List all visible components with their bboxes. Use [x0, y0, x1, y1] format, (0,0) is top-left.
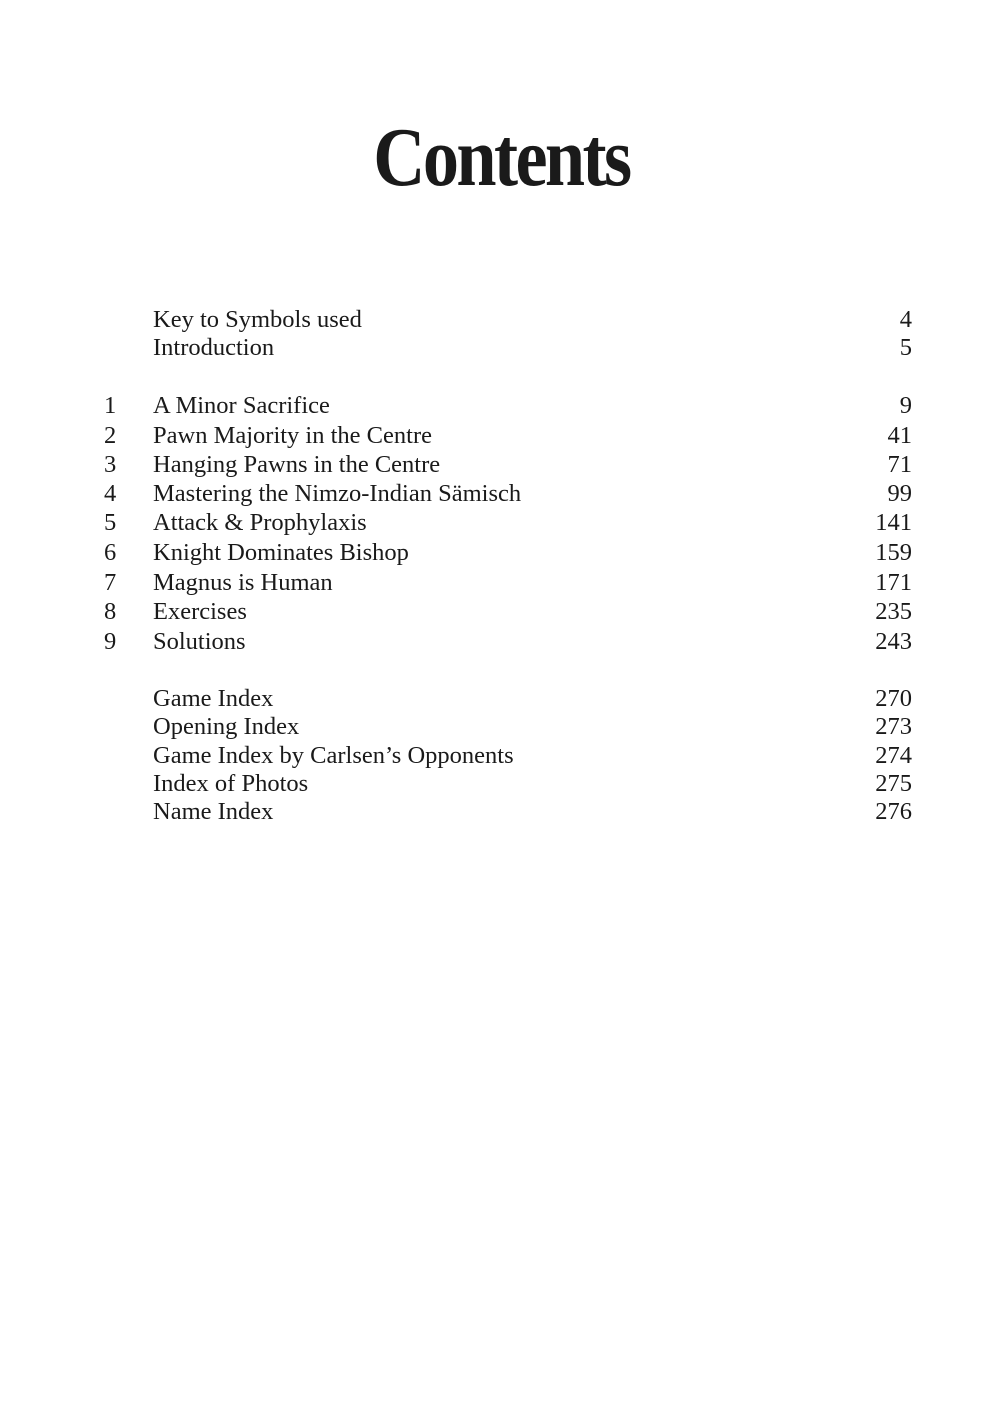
toc-entry-page: 5 [899, 334, 912, 361]
toc-entry-key-to-symbols[interactable] [0, 305, 1000, 335]
toc-entry-chapter-6[interactable] [0, 538, 1000, 568]
chapter-number: 7 [104, 569, 117, 596]
toc-entry-label: Magnus is Human [153, 569, 333, 596]
chapter-number: 9 [104, 628, 117, 655]
toc-entry-label: Index of Photos [153, 770, 309, 797]
chapter-number: 4 [104, 480, 117, 507]
toc-entry-label: Attack & Prophylaxis [153, 509, 367, 536]
toc-entry-label: Exercises [153, 598, 247, 625]
toc-entry-page: 4 [899, 306, 912, 333]
toc-entry-page: 41 [887, 422, 912, 449]
toc-entry-page: 276 [875, 798, 912, 825]
toc-entry-page: 274 [875, 742, 912, 769]
chapter-number: 1 [104, 392, 117, 419]
toc-entry-chapter-7[interactable] [0, 568, 1000, 598]
toc-entry-label: Key to Symbols used [153, 306, 362, 333]
toc-entry-page: 159 [875, 539, 912, 566]
chapter-number: 3 [104, 451, 117, 478]
page-title: Contents [373, 111, 630, 204]
toc-entry-page: 9 [899, 392, 912, 419]
chapter-number: 5 [104, 509, 117, 536]
toc-entry-chapter-4[interactable] [0, 479, 1000, 509]
toc-entry-chapter-8[interactable] [0, 597, 1000, 627]
chapter-number: 8 [104, 598, 117, 625]
chapter-number: 2 [104, 422, 117, 449]
toc-entry-label: Opening Index [153, 713, 300, 740]
toc-entry-page: 71 [887, 451, 912, 478]
toc-entry-label: Name Index [153, 798, 274, 825]
toc-entry-page: 141 [875, 509, 912, 536]
toc-entry-label: Introduction [153, 334, 275, 361]
toc-entry-name-index[interactable] [0, 797, 1000, 827]
toc-entry-introduction[interactable] [0, 333, 1000, 363]
toc-entry-chapter-3[interactable] [0, 450, 1000, 480]
toc-entry-label: Solutions [153, 628, 246, 655]
toc-entry-label: Hanging Pawns in the Centre [153, 451, 441, 478]
toc-entry-label: A Minor Sacrifice [153, 392, 330, 419]
toc-entry-index-of-photos[interactable] [0, 769, 1000, 799]
toc-entry-chapter-1[interactable] [0, 391, 1000, 421]
toc-entry-label: Mastering the Nimzo-Indian Sämisch [153, 480, 522, 507]
toc-entry-page: 270 [875, 685, 912, 712]
toc-entry-page: 235 [875, 598, 912, 625]
toc-entry-chapter-2[interactable] [0, 421, 1000, 451]
toc-entry-page: 171 [875, 569, 912, 596]
toc-entry-opening-index[interactable] [0, 712, 1000, 742]
toc-entry-label: Pawn Majority in the Centre [153, 422, 432, 449]
chapter-number: 6 [104, 539, 117, 566]
toc-entry-label: Game Index [153, 685, 274, 712]
toc-entry-page: 243 [875, 628, 912, 655]
toc-entry-game-index[interactable] [0, 684, 1000, 714]
toc-entry-page: 275 [875, 770, 912, 797]
toc-entry-chapter-5[interactable] [0, 508, 1000, 538]
toc-entry-label: Knight Dominates Bishop [153, 539, 409, 566]
toc-entry-chapter-9[interactable] [0, 627, 1000, 657]
toc-entry-opponents-index[interactable] [0, 741, 1000, 771]
toc-entry-page: 99 [887, 480, 912, 507]
toc-entry-page: 273 [875, 713, 912, 740]
toc-entry-label: Game Index by Carlsen’s Opponents [153, 742, 514, 769]
